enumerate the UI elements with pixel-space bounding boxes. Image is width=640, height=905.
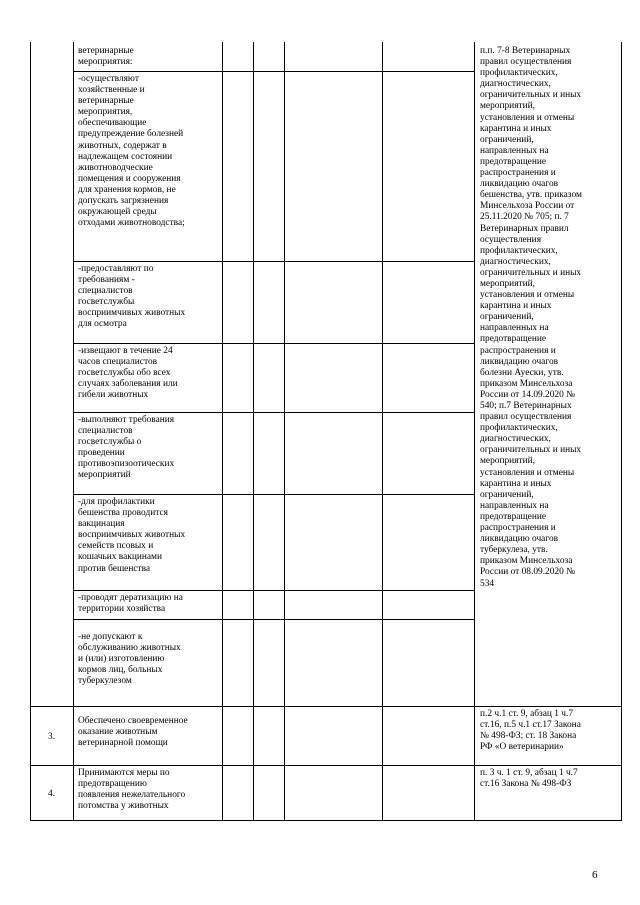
legal-reference: п.2 ч.1 ст. 9, абзац 1 ч.7 ст.16, п.5 ч.1 ст.17 Закона № 498-ФЗ; ст. 18 Закона РФ «О ветеринарии» <box>480 709 581 753</box>
column-divider <box>253 42 254 821</box>
row-divider <box>73 619 474 620</box>
requirement-text: Обеспечено своевременное оказание животным ветеринарной помощи <box>78 716 188 749</box>
row-divider <box>73 261 474 262</box>
column-divider <box>284 42 285 821</box>
table-border-bottom <box>30 820 622 821</box>
row-divider <box>73 590 474 591</box>
requirement-text: -выполняют требования специалистов госветслужбы о проведении противоэпизоотических мероприятий <box>78 415 175 481</box>
row-number: 4. <box>48 789 56 799</box>
column-divider <box>222 42 223 821</box>
requirement-text: -предоставляют по требованиям - специалистов госветслужбы восприимчивых животных для осмотра <box>78 264 186 330</box>
requirement-text: ветеринарные мероприятия: <box>78 46 134 68</box>
page-number: 6 <box>592 869 598 881</box>
row-divider <box>73 412 474 413</box>
requirement-text: -не допускают к обслуживанию животных и (или) изготовлению кормов лиц, больных туберкулезом <box>78 632 181 687</box>
column-divider <box>382 42 383 821</box>
requirement-text: -осуществляют хозяйственные и ветеринарные мероприятия, обеспечивающие предупреждение болезней животных, содержат в надлежащем состоянии животноводческие помещения и сооружения для хранения кормов, не допускать загрязнения окружающей среды отходами животноводства; <box>78 74 185 229</box>
row-divider <box>73 494 474 495</box>
requirement-text: -извещают в течение 24 часов специалистов госветслужбы обо всех случаях заболевания или гибели животных <box>78 346 178 401</box>
column-divider <box>73 42 74 821</box>
table-border-right <box>621 42 622 821</box>
row-number: 3. <box>48 732 56 742</box>
requirement-text: Принимаются меры по предотвращению появления нежелательного потомства у животных <box>78 768 186 812</box>
row-divider-full <box>30 706 622 707</box>
column-divider <box>474 42 475 821</box>
row-divider <box>73 343 474 344</box>
row-divider-full <box>30 765 622 766</box>
requirement-text: -проводят дератизацию на территории хозяйства <box>78 593 183 615</box>
table-border-left <box>30 42 31 821</box>
row-divider <box>73 71 474 72</box>
legal-reference: п. 3 ч. 1 ст. 9, абзац 1 ч.7 ст.16 Закона № 498-ФЗ <box>480 768 578 790</box>
requirement-text: -для профилактики бешенства проводится вакцинация восприимчивых животных семейств псовых и кошачьих вакцинами против бешенства <box>78 497 186 574</box>
legal-reference-main: п.п. 7-8 Ветеринарных правил осуществления профилактических, диагностических, ограничительных и иных мероприятий, установления и отмены карантина и иных ограничений, направленных на предотвращение распространения и ликвидацию очагов бешенства, утв. приказом Минсельхоза России от 25.11.2020 № 705; п. 7 Ветеринарных правил осуществления профилактических, диагностических, ограничительных и иных мероприятий, установления и отмены карантина и иных ограничений, направленных на предотвращение распространения и ликвидацию очагов болезни Ауески, утв. приказом Минсельхоза России от 14.09.2020 № 540; п.7 Ветеринарных правил осуществления профилактических, диагностических, ограничительных и иных мероприятий, установления и отмены карантина и иных ограничений, направленных на предотвращение распространения и ликвидацию очагов туберкулеза, утв. приказом Минсельхоза России от 08.09.2020 № 534 <box>480 46 582 589</box>
